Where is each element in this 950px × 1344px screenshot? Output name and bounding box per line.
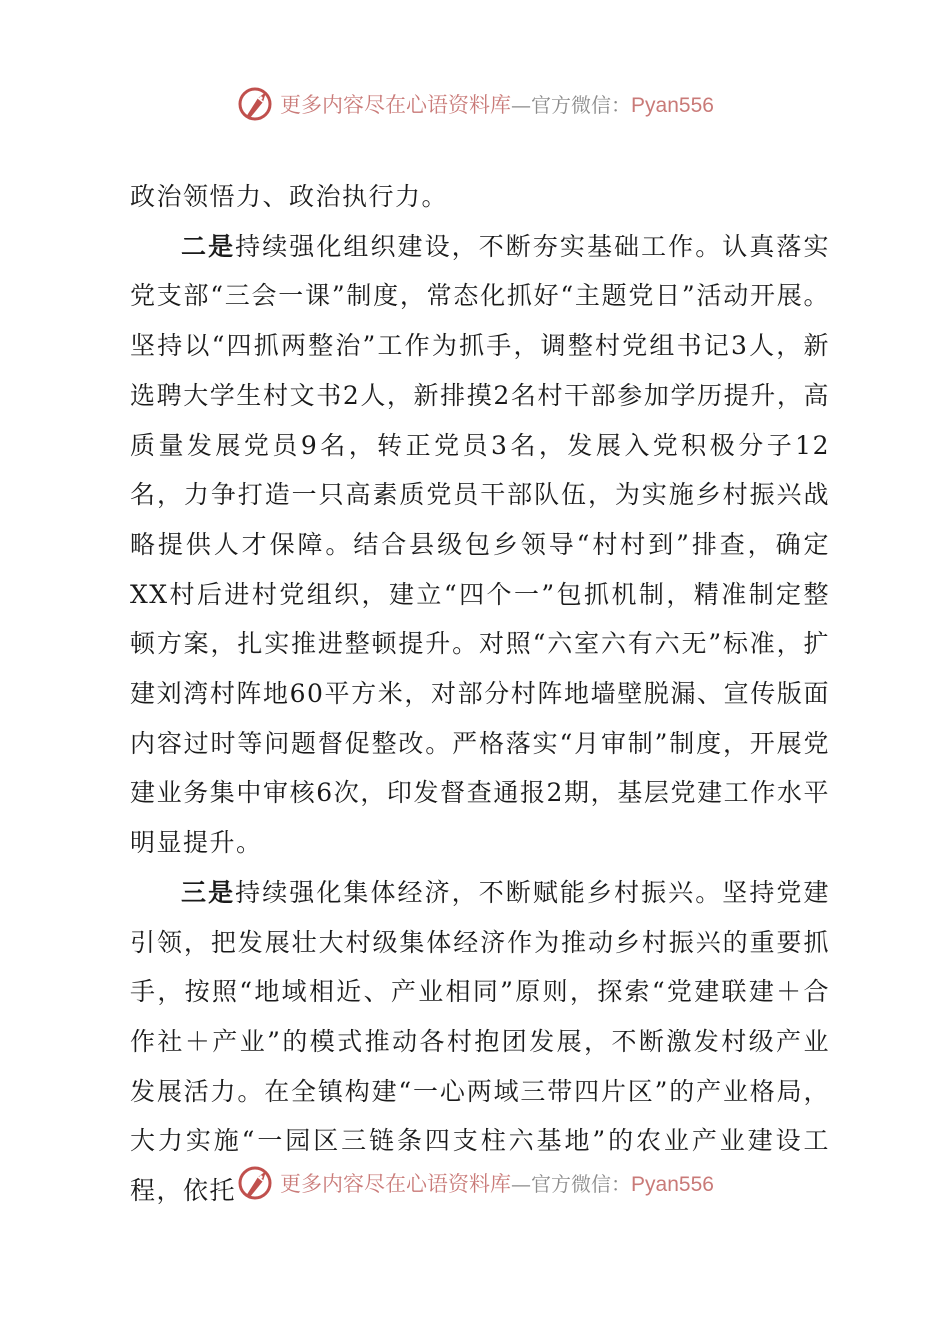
banner-wechat-id: Pyan556 <box>631 94 714 117</box>
banner-wechat-id: Pyan556 <box>631 1173 714 1196</box>
header-banner <box>0 82 950 126</box>
banner-subtitle: —官方微信： <box>511 1172 632 1196</box>
paragraph-2-text: 持续强化组织建设，不断夯实基础工作。认真落实党支部“三会一课”制度，常态化抓好“主题党日”活动开展。坚持以“四抓两整治”工作为抓手，调整村党组书记3人，新选聘大学生村文书2人，新排摸2名村干部参加学历提升，高质量发展党员9名，转正党员3名，发展入党积极分子12名，力争打造一只高素质党员干部队伍，为实施乡村振兴战略提供人才保障。结合县级包乡领导“村村到”排查，确定XX村后进村党组织，建立“四个一”包抓机制，精准制定整顿方案，扎实推进整顿提升。对照“六室六有六无”标准，扩建刘湾村阵地60平方米，对部分村阵地墙壁脱漏、宣传版面内容过时等问题督促整改。严格落实“月审制”制度，开展党建业务集中审核6次，印发督查通报2期，基层党建工作水平明显提升。 <box>130 231 830 858</box>
paragraph-2-lead: 二是 <box>181 231 236 261</box>
document-body <box>130 172 830 1216</box>
banner-title: 更多内容尽在心语资料库 <box>280 93 512 117</box>
footer-banner <box>0 1161 950 1205</box>
paragraph-1: 政治领悟力、政治执行力。 <box>130 182 449 211</box>
banner-title: 更多内容尽在心语资料库 <box>280 1172 512 1196</box>
banner-subtitle: —官方微信： <box>511 93 632 117</box>
paragraph-3-text: 持续强化集体经济，不断赋能乡村振兴。坚持党建引领，把发展壮大村级集体经济作为推动乡村振兴的重要抓手，按照“地域相近、产业相同”原则，探索“党建联建＋合作社＋产业”的模式推动各村抱团发展，不断激发村级产业发展活力。在全镇构建“一心两域三带四片区”的产业格局，大力实施“一园区三链条四支柱六基地”的农业产业建设工程，依托 <box>130 877 830 1206</box>
paragraph-3-lead: 三是 <box>181 877 236 907</box>
pen-nib-logo-icon <box>236 84 276 124</box>
paragraph-2 <box>130 222 830 868</box>
pen-nib-logo-icon <box>236 1163 276 1203</box>
